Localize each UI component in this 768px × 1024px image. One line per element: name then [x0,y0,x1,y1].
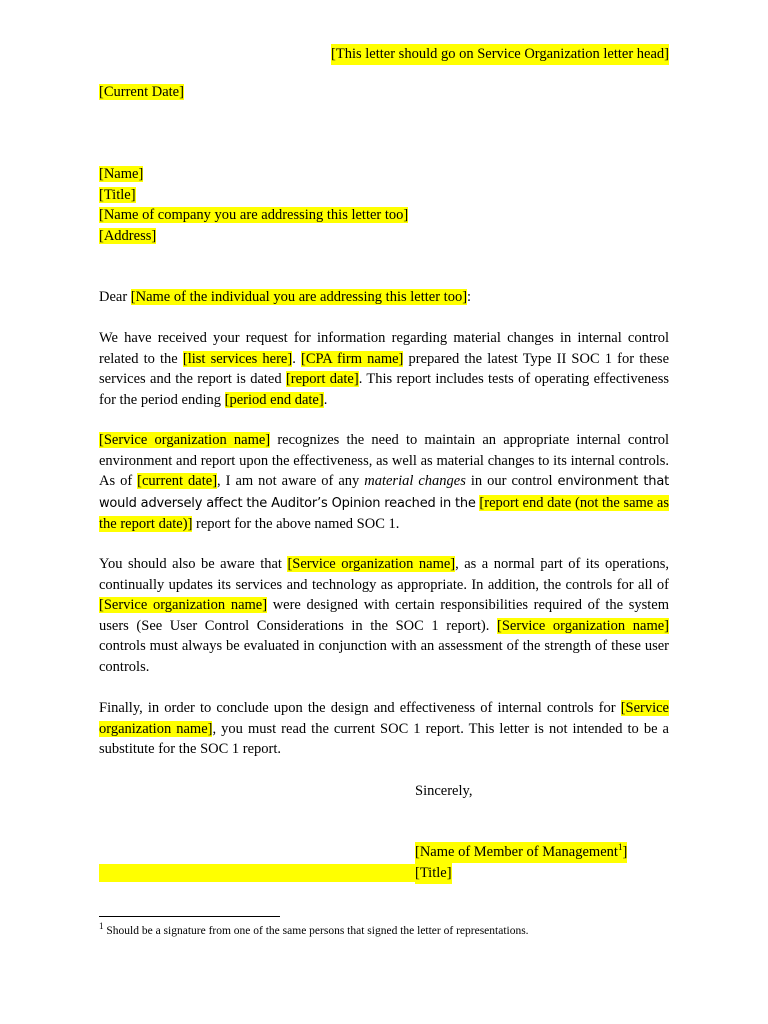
signatory-name-close: ] [622,844,628,860]
signatory-name-text: [Name of Member of Management [415,844,618,860]
p2-text-3: in our control [465,473,558,490]
current-date-placeholder: [Current Date] [99,84,184,100]
material-changes-emphasis: material changes [364,473,466,490]
signatory-title-placeholder: [Title] [415,863,452,884]
service-org-placeholder: [Service organization name] [99,700,669,737]
report-date-placeholder: [report date] [285,371,359,388]
letterhead-note: [This letter should go on Service Organization letter head] [331,44,669,65]
salutation-placeholder: [Name of the individual you are addressing this letter too] [130,289,468,305]
salutation-suffix: : [467,289,472,305]
paragraph-2 [99,430,669,535]
p2-text-1: recognizes the need to maintain an appropriate internal control environment and report upon the effectiveness, as well as material changes to its internal controls. As of [99,432,669,490]
p3-text-1: You should also be aware that [99,556,288,572]
service-org-placeholder: [Service organization name] [99,597,268,614]
recipient-name: [Name] [99,166,144,182]
paragraph-4 [99,698,669,760]
p2-text-5: report for the above named SOC 1. [192,516,400,533]
service-org-placeholder: [Service organization name] [287,556,456,572]
p3-text-2: , as a normal part of its operations, continually updates its services and technology as appropriate. In addition, the controls for all of [99,556,670,593]
p1-text-3: prepared the latest Type II SOC 1 for these services and the report is dated [99,350,670,388]
p1-text-1: We have received your request for information regarding material changes in internal control related to the [99,330,669,367]
recipient-block [99,164,669,246]
footnote [99,921,529,939]
service-org-placeholder: [Service organization name] [497,617,669,634]
recipient-address: [Address] [99,227,157,244]
recipient-title: [Title] [99,186,136,203]
signature-highlight-bar [99,864,416,882]
p2-text-sans: environment that would adversely affect the Auditor’s Opinion reached in the [99,474,669,511]
report-end-date-placeholder: [report end date (not the same as the report date)] [99,494,670,533]
footnote-text: Should be a signature from one of the same persons that signed the letter of representations. [103,925,529,937]
footnote-number: 1 [99,921,104,932]
p1-text-2: . [292,350,301,367]
footnote-divider [99,916,280,917]
recipient-company: [Name of company you are addressing this letter too] [99,207,409,224]
p3-text-4: controls must always be evaluated in conjunction with an assessment of the strength of these user controls. [99,638,669,675]
p1-text-5: . [323,391,328,408]
p4-text-2: , you must read the current SOC 1 report. This letter is not intended to be a substitute for the SOC 1 report. [99,720,669,758]
current-date-inline-placeholder: [current date] [137,473,218,490]
closing: Sincerely, [415,783,473,799]
service-org-placeholder: [Service organization name] [99,432,271,448]
paragraph-3 [99,554,669,678]
p4-text-1: Finally, in order to conclude upon the design and effectiveness of internal controls for [99,700,621,716]
date-block [99,82,669,103]
salutation [99,287,669,308]
cpa-firm-placeholder: [CPA firm name] [300,350,404,367]
signatory-name-placeholder [415,842,627,863]
p3-text-3: were designed with certain responsibilities required of the system users (See User Control Considerations in the SOC 1 report). [99,597,669,634]
period-end-date-placeholder: [period end date] [224,391,324,408]
list-services-placeholder: [list services here] [182,350,293,367]
footnote-reference: 1 [617,842,623,853]
paragraph-1 [99,328,669,410]
p1-text-4: . This report includes tests of operating effectiveness for the period ending [99,371,669,408]
p2-text-2: , I am not aware of any [217,473,365,490]
salutation-prefix: Dear [99,289,131,305]
